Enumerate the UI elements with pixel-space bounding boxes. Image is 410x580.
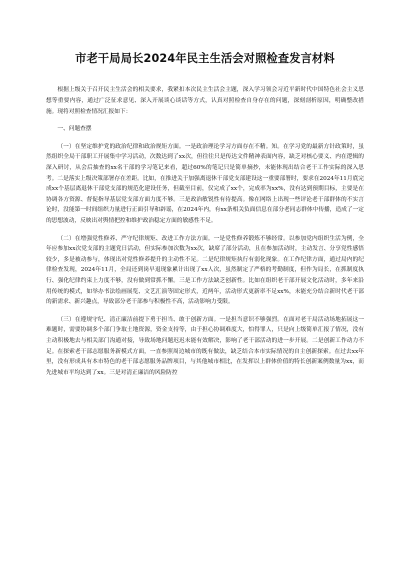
document-title: 市老干局局长2024年民主生活会对照检查发言材料 (75, 52, 335, 65)
paragraph-political-discipline: （一）在坚定维护党的政治纪律和政治规矩方面。一是政治理论学习方面存在不精。知。在学习党的最新方针政策时，虽然组织全局干部职工开展集中学习活动，次数达到了xx次，但往往只是传达文件精神表面内容，缺乏对核心要义、内在逻辑的深入研讨，从会后抽查的xx名干部的学习笔记来看，超过60%的笔记只是简单摘抄，未能体现出结合老干工作实际的深入思考。二是落实上级决策部署存在差距。比如，在推进关于加强离退休干部党支部建设这一重要部署时，要求在2024年11月底完成xx个基层离退休干部党支部的规范化建设任务，但截至目前，仅完成了xx个，完成率为xx%，没有达到预期目标，主要是在协调各方资源、督促指导基层党支部方面力度不够。三是政治敏锐性有待提高。像在网络上出现一些评论老干部群体的不实言论时，没能第一时间组织力量进行正面引导和辟谣，在2024年内，有xx条相关负面信息在部分老同志群体中传播，造成了一定的思想波动，反映出对舆情把控和维护政治稳定方面的敏感性不足。 (46, 143, 364, 224)
paragraph-party-spirit: （二）在增强党性修养、严守纪律规矩、改进工作方法方面。一是党性修养锻炼不够经常。以参加党内组织生活为例，全年应参加xx次党支部的主题党日活动，但实际参加次数为xx次，缺席了部分活动，且在参加活动时，主动发言、分享党性感悟较少，多是被动参与，体现出对党性修养提升的主动性不足。二是纪律规矩执行有弱化现象。在工作纪律方面，通过局内的纪律检查发现，2024年11月，全局还到岗早退现象累计出现了xx人次，虽然制定了严格的考勤制度，但作为局长，在抓制度执行、强化纪律约束上力度不够，没有做到常抓不懈。三是工作方法缺乏创新性。比如在组织老干部开展文化活动时，多年来沿用传统的模式，如举办书法绘画展览、文艺汇演等固定形式，近两年，活动形式更新率不足xx%，未能充分结合新时代老干部的新需求、新兴趣点，导致部分老干部参与积极性不高，活动影响力受限。 (46, 235, 364, 306)
paragraph-responsibility-innovation: （三）在遵规守纪、清正廉洁前提下勇于担当、敢于创新方面。一是担当意识不够强烈。在面对老干局活动场地拓展这一难题时，需要协调多个部门争取土地资源，资金支持等，由于担心协调难度大，怕得罪人，只是向上级简单汇报了情况，没有主动积极地去与相关部门沟通对接，导致场地问题迟迟未能有效解决，影响了老干部活动的进一步开展。二是创新工作动力不足。在探索老干部志愿服务新模式方面，一直参照周边城市的既有做法，缺乏结合本市实际情况的自主创新探索。在过去xx年里，没有形成具有本市特色的老干部志愿服务品牌项目，与其他城市相比，在发挥以上群体价值的特长创新案例数量为xx，而先进城市平均达到了xx。三是对清正廉洁的风险防控 (46, 316, 364, 376)
intro-paragraph: 根据上级关于召开民主生活会的相关要求，我紧扣本次民主生活会主题，深入学习领会习近平新时代中国特色社会主义思想等重要内容，通过广泛征求意见、深入开展谈心谈话等方式，认真对照检查自身存在的问题，深刻剖析原因，明确整改措施。现将对照检查情况汇报如下： (46, 87, 364, 115)
section-heading-problem-review: 一、问题查摆 (57, 126, 92, 133)
